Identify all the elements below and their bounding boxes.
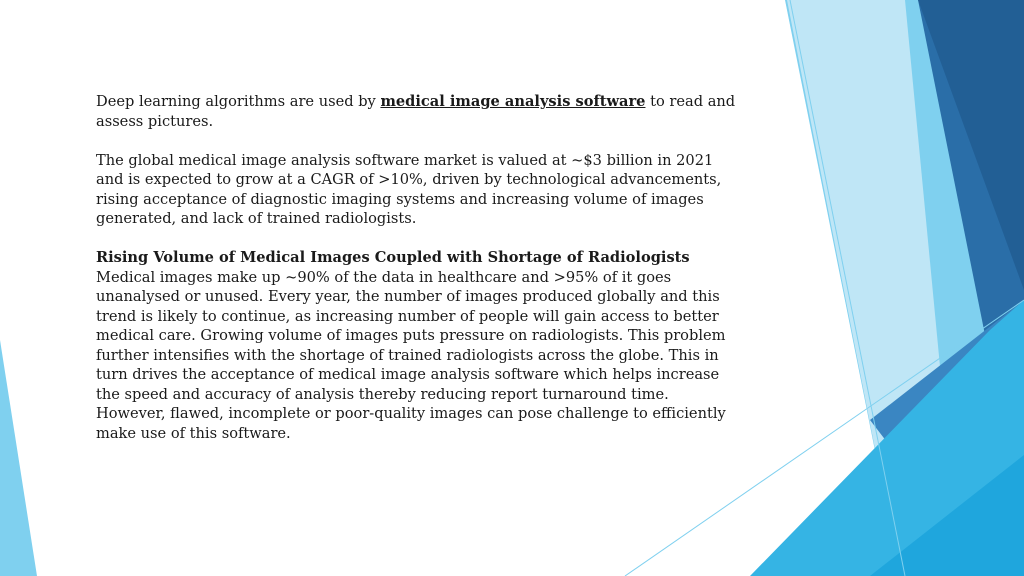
left-edge-shape bbox=[0, 340, 37, 576]
market-paragraph: The global medical image analysis software market is valued at ~$3 billion in 2021 and is expected to grow at a CAGR of >10%, driven by technological advancements, rising acceptance of diagnostic imaging systems and increasing volume of images generated, and lack of trained radiologists. bbox=[96, 151, 722, 227]
section-body: Medical images make up ~90% of the data in healthcare and >95% of it goes unanalysed or unused. Every year, the number of images produced globally and this trend is likely to continue, as increasing number of people will gain access to better medical care. Growing volume of images puts pressure on radiologists. This problem further intensifies with the shortage of trained radiologists across the globe. This in turn drives the acceptance of medical image analysis software which helps increase the speed and accuracy of analysis thereby reducing report turnaround time. However, flawed, incomplete or poor-quality images can pose challenge to efficiently make use of this software. bbox=[96, 268, 726, 442]
text-content bbox=[96, 92, 736, 443]
medical-image-analysis-link[interactable]: medical image analysis software bbox=[380, 93, 646, 110]
section-heading: Rising Volume of Medical Images Coupled with Shortage of Radiologists bbox=[96, 249, 690, 266]
intro-paragraph bbox=[96, 92, 736, 131]
intro-text-after: to read and assess pictures. bbox=[96, 93, 736, 130]
intro-text-before: Deep learning algorithms are used by bbox=[96, 93, 381, 110]
